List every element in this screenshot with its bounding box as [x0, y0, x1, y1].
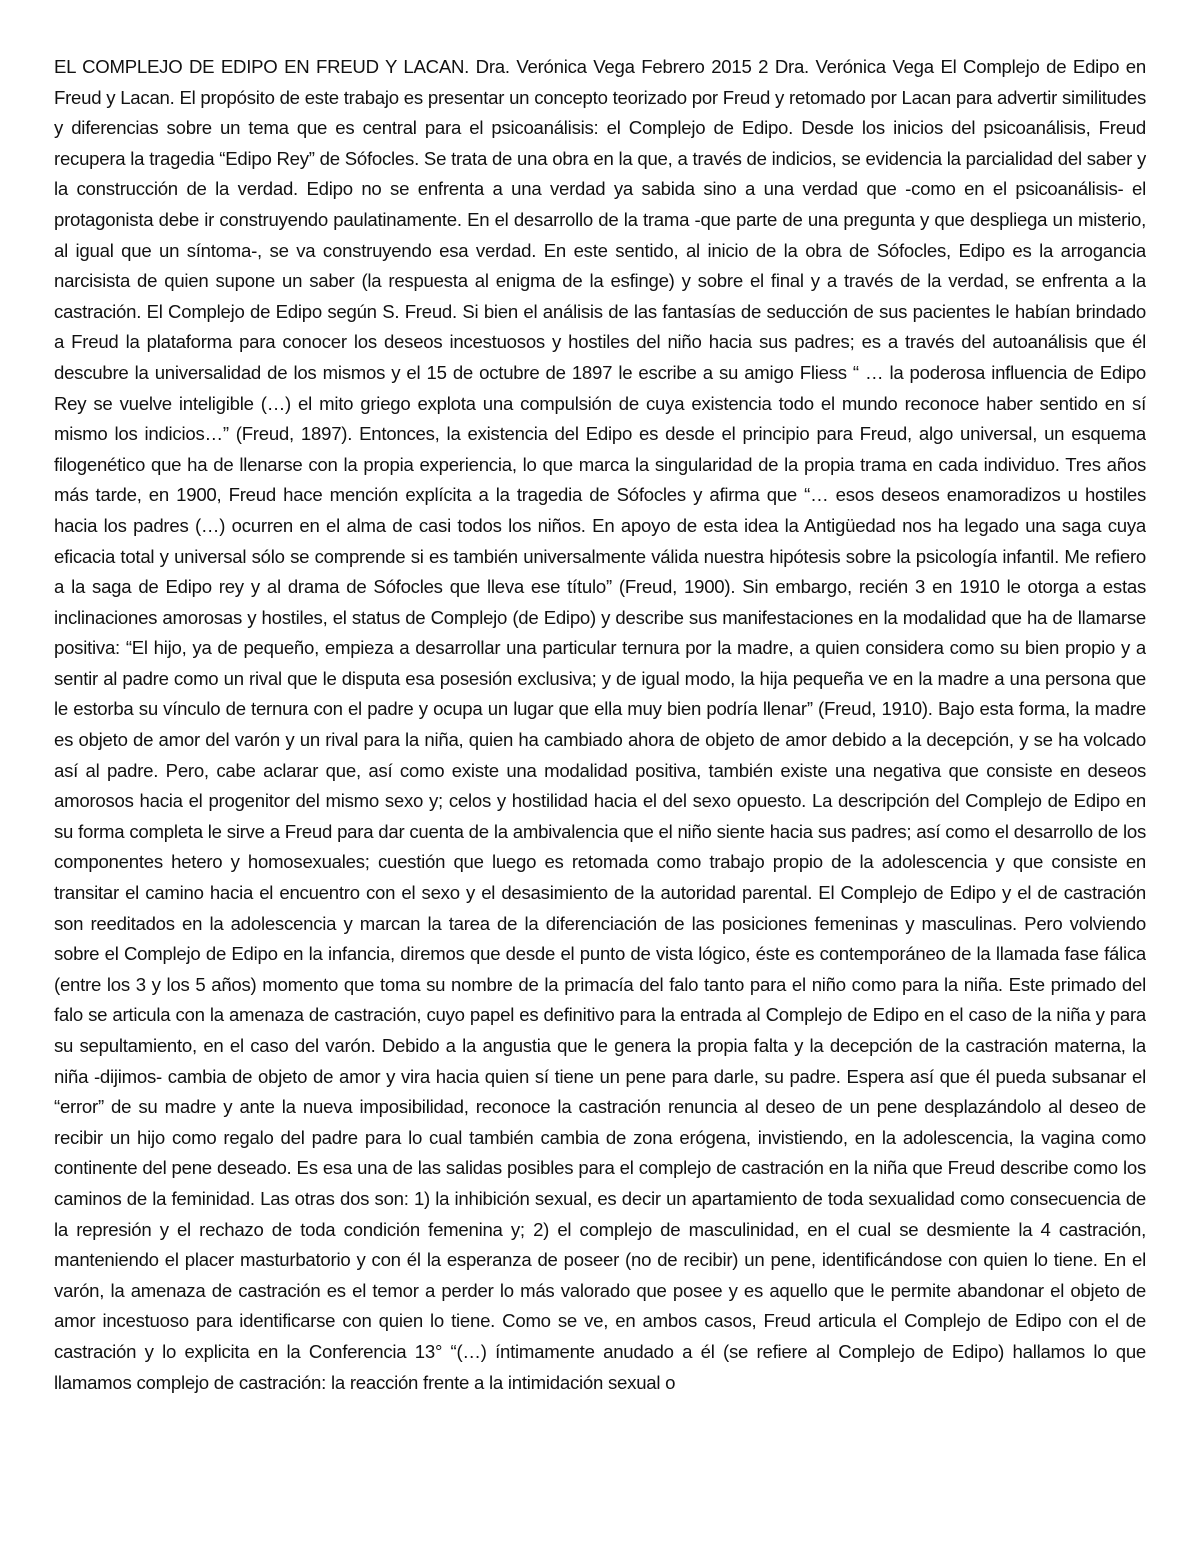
document-page — [54, 52, 1146, 1502]
document-body-text: EL COMPLEJO DE EDIPO EN FREUD Y LACAN. Dra. Verónica Vega Febrero 2015 2 Dra. Verónica Vega El Complejo de Edipo en Freud y Lacan. El propósito de este trabajo es presentar un concepto teorizado por Freud y retomado por Lacan para advertir similitudes y diferencias sobre un tema que es central para el psicoanálisis: el Complejo de Edipo. Desde los inicios del psicoanálisis, Freud recupera la tragedia “Edipo Rey” de Sófocles. Se trata de una obra en la que, a través de indicios, se evidencia la parcialidad del saber y la construcción de la verdad. Edipo no se enfrenta a una verdad ya sabida sino a una verdad que -como en el psicoanálisis- el protagonista debe ir construyendo paulatinamente. En el desarrollo de la trama -que parte de una pregunta y que despliega un misterio, al igual que un síntoma-, se va construyendo esa verdad. En este sentido, al inicio de la obra de Sófocles, Edipo es la arrogancia narcisista de quien supone un saber (la respuesta al enigma de la esfinge) y sobre el final y a través de la verdad, se enfrenta a la castración. El Complejo de Edipo según S. Freud. Si bien el análisis de las fantasías de seducción de sus pacientes le habían brindado a Freud la plataforma para conocer los deseos incestuosos y hostiles del niño hacia sus padres; es a través del autoanálisis que él descubre la universalidad de los mismos y el 15 de octubre de 1897 le escribe a su amigo Fliess “ … la poderosa influencia de Edipo Rey se vuelve inteligible (…) el mito griego explota una compulsión de cuya existencia todo el mundo reconoce haber sentido en sí mismo los indicios…” (Freud, 1897). Entonces, la existencia del Edipo es desde el principio para Freud, algo universal, un esquema filogenético que ha de llenarse con la propia experiencia, lo que marca la singularidad de la propia trama en cada individuo. Tres años más tarde, en 1900, Freud hace mención explícita a la tragedia de Sófocles y afirma que “… esos deseos enamoradizos u hostiles hacia los padres (…) ocurren en el alma de casi todos los niños. En apoyo de esta idea la Antigüedad nos ha legado una saga cuya eficacia total y universal sólo se comprende si es también universalmente válida nuestra hipótesis sobre la psicología infantil. Me refiero a la saga de Edipo rey y al drama de Sófocles que lleva ese título” (Freud, 1900). Sin embargo, recién 3 en 1910 le otorga a estas inclinaciones amorosas y hostiles, el status de Complejo (de Edipo) y describe sus manifestaciones en la modalidad que ha de llamarse positiva: “El hijo, ya de pequeño, empieza a desarrollar una particular ternura por la madre, a quien considera como su bien propio y a sentir al padre como un rival que le disputa esa posesión exclusiva; y de igual modo, la hija pequeña ve en la madre a una persona que le estorba su vínculo de ternura con el padre y ocupa un lugar que ella muy bien podría llenar” (Freud, 1910). Bajo esta forma, la madre es objeto de amor del varón y un rival para la niña, quien ha cambiado ahora de objeto de amor debido a la decepción, y se ha volcado así al padre. Pero, cabe aclarar que, así como existe una modalidad positiva, también existe una negativa que consiste en deseos amorosos hacia el progenitor del mismo sexo y; celos y hostilidad hacia el del sexo opuesto. La descripción del Complejo de Edipo en su forma completa le sirve a Freud para dar cuenta de la ambivalencia que el niño siente hacia sus padres; así como el desarrollo de los componentes hetero y homosexuales; cuestión que luego es retomada como trabajo propio de la adolescencia y que consiste en transitar el camino hacia el encuentro con el sexo y el desasimiento de la autoridad parental. El Complejo de Edipo y el de castración son reeditados en la adolescencia y marcan la tarea de la diferenciación de las posiciones femeninas y masculinas. Pero volviendo sobre el Complejo de Edipo en la infancia, diremos que desde el punto de vista lógico, éste es contemporáneo de la llamada fase fálica (entre los 3 y los 5 años) momento que toma su nombre de la primacía del falo tanto para el niño como para la niña. Este primado del falo se articula con la amenaza de castración, cuyo papel es definitivo para la entrada al Complejo de Edipo en el caso de la niña y para su sepultamiento, en el caso del varón. Debido a la angustia que le genera la propia falta y la decepción de la castración materna, la niña -dijimos- cambia de objeto de amor y vira hacia quien sí tiene un pene para darle, su padre. Espera así que él pueda subsanar el “error” de su madre y ante la nueva imposibilidad, reconoce la castración renuncia al deseo de un pene desplazándolo al deseo de recibir un hijo como regalo del padre para lo cual también cambia de zona erógena, invistiendo, en la adolescencia, la vagina como continente del pene deseado. Es esa una de las salidas posibles para el complejo de castración en la niña que Freud describe como los caminos de la feminidad. Las otras dos son: 1) la inhibición sexual, es decir un apartamiento de toda sexualidad como consecuencia de la represión y el rechazo de toda condición femenina y; 2) el complejo de masculinidad, en el cual se desmiente la 4 castración, manteniendo el placer masturbatorio y con él la esperanza de poseer (no de recibir) un pene, identificándose con quien lo tiene. En el varón, la amenaza de castración es el temor a perder lo más valorado que posee y es aquello que le permite abandonar el objeto de amor incestuoso para identificarse con quien lo tiene. Como se ve, en ambos casos, Freud articula el Complejo de Edipo con el de castración y lo explicita en la Conferencia 13° “(…) íntimamente anudado a él (se refiere al Complejo de Edipo) hallamos lo que llamamos complejo de castración: la reacción frente a la intimidación sexual o — [54, 56, 1146, 1393]
